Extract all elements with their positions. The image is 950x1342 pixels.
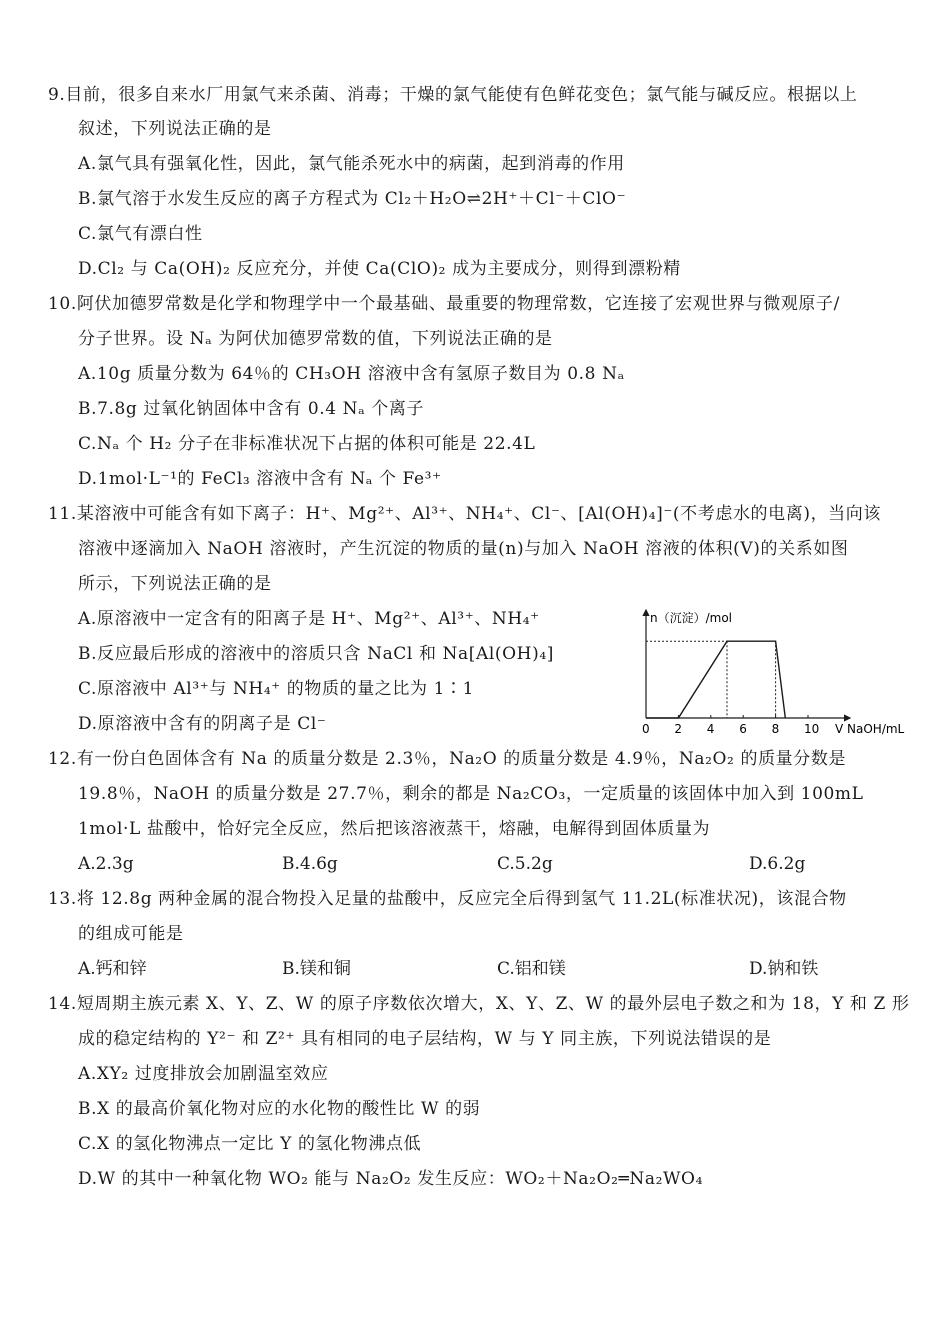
q11-option-c: C.原溶液中 Al³⁺与 NH₄⁺ 的物质的量之比为 1∶1 xyxy=(78,679,475,699)
precipitate-curve xyxy=(646,641,785,718)
q13-option-c: C.铝和镁 xyxy=(497,959,566,979)
q12-option-b: B.4.6g xyxy=(282,854,338,874)
q10-option-c: C.Nₐ 个 H₂ 分子在非标准状况下占据的体积可能是 22.4L xyxy=(78,434,536,454)
q9-option-b: B.氯气溶于水发生反应的离子方程式为 Cl₂＋H₂O⇌2H⁺＋Cl⁻＋ClO⁻ xyxy=(78,189,627,209)
y-axis-label: n（沉淀）/mol xyxy=(650,611,733,625)
q13-stem-line1: 13.将 12.8g 两种金属的混合物投入足量的盐酸中，反应完全后得到氢气 11.2L(标准状况)，该混合物 xyxy=(48,889,847,909)
q12-option-a: A.2.3g xyxy=(78,854,134,874)
q12-stem-line2: 19.8％，NaOH 的质量分数是 27.7％，剩余的都是 Na₂CO₃，一定质量的该固体中加入到 100mL xyxy=(78,784,864,804)
q12-stem-line1: 12.有一份白色固体含有 Na 的质量分数是 2.3％，Na₂O 的质量分数是 4.9％，Na₂O₂ 的质量分数是 xyxy=(48,749,847,769)
q13-option-a: A.钙和锌 xyxy=(78,959,147,979)
q9-option-d: D.Cl₂ 与 Ca(OH)₂ 反应充分，并使 Ca(ClO)₂ 成为主要成分，则得到漂粉精 xyxy=(78,259,681,279)
q14-option-d: D.W 的其中一种氧化物 WO₂ 能与 Na₂O₂ 发生反应：WO₂＋Na₂O₂═Na₂WO₄ xyxy=(78,1169,704,1189)
q10-stem-line1: 10.阿伏加德罗常数是化学和物理学中一个最基础、最重要的物理常数，它连接了宏观世界与微观原子/ xyxy=(48,294,840,314)
x-tick-label: 0 xyxy=(642,722,650,736)
q13-option-b: B.镁和铜 xyxy=(282,959,351,979)
x-tick-label: 2 xyxy=(674,722,683,736)
q12-option-c: C.5.2g xyxy=(497,854,553,874)
precipitate-graph xyxy=(630,600,930,745)
x-axis-label: V NaOH/mL xyxy=(835,722,905,736)
q9-option-a: A.氯气具有强氧化性，因此，氯气能杀死水中的病菌，起到消毒的作用 xyxy=(78,154,625,174)
q14-stem-line1: 14.短周期主族元素 X、Y、Z、W 的原子序数依次增大，X、Y、Z、W 的最外层电子数之和为 18，Y 和 Z 形 xyxy=(48,994,910,1014)
q14-stem-line2: 成的稳定结构的 Y²⁻ 和 Z²⁺ 具有相同的电子层结构，W 与 Y 同主族，下列说法错误的是 xyxy=(78,1029,772,1049)
q10-stem-line2: 分子世界。设 Nₐ 为阿伏加德罗常数的值，下列说法正确的是 xyxy=(78,329,553,349)
q12-option-d: D.6.2g xyxy=(749,854,806,874)
q13-option-d: D.钠和铁 xyxy=(749,959,819,979)
x-tick-label: 6 xyxy=(739,722,747,736)
x-tick-label: 4 xyxy=(706,722,715,736)
q14-option-c: C.X 的氢化物沸点一定比 Y 的氢化物沸点低 xyxy=(78,1134,422,1154)
q11-stem-line3: 所示，下列说法正确的是 xyxy=(78,574,272,594)
q9-option-c: C.氯气有漂白性 xyxy=(78,224,203,244)
q13-stem-line2: 的组成可能是 xyxy=(78,924,184,944)
x-tick-label: 10 xyxy=(804,722,820,736)
x-tick-label: 8 xyxy=(771,722,780,736)
q11-option-b: B.反应最后形成的溶液中的溶质只含 NaCl 和 Na[Al(OH)₄] xyxy=(78,644,554,664)
q10-option-b: B.7.8g 过氧化钠固体中含有 0.4 Nₐ 个离子 xyxy=(78,399,425,419)
q12-stem-line3: 1mol·L 盐酸中，恰好完全反应，然后把该溶液蒸干，熔融，电解得到固体质量为 xyxy=(78,819,711,839)
q11-option-d: D.原溶液中含有的阴离子是 Cl⁻ xyxy=(78,714,327,734)
q11-option-a: A.原溶液中一定含有的阳离子是 H⁺、Mg²⁺、Al³⁺、NH₄⁺ xyxy=(78,609,540,629)
q9-stem-line2: 叙述，下列说法正确的是 xyxy=(78,119,272,139)
q11-stem-line1: 11.某溶液中可能含有如下离子：H⁺、Mg²⁺、Al³⁺、NH₄⁺、Cl⁻、[Al(OH)₄]⁻(不考虑水的电离)，当向该 xyxy=(48,504,881,524)
q10-option-a: A.10g 质量分数为 64％的 CH₃OH 溶液中含有氢原子数目为 0.8 Nₐ xyxy=(78,364,625,384)
q14-option-b: B.X 的最高价氧化物对应的水化物的酸性比 W 的弱 xyxy=(78,1099,481,1119)
q11-stem-line2: 溶液中逐滴加入 NaOH 溶液时，产生沉淀的物质的量(n)与加入 NaOH 溶液的体积(V)的关系如图 xyxy=(78,539,849,559)
q10-option-d: D.1mol·L⁻¹的 FeCl₃ 溶液中含有 Nₐ 个 Fe³⁺ xyxy=(78,469,442,489)
q9-stem-line1: 9.目前，很多自来水厂用氯气来杀菌、消毒；干燥的氯气能使有色鲜花变色；氯气能与碱反应。根据以上 xyxy=(48,85,858,105)
q14-option-a: A.XY₂ 过度排放会加剧温室效应 xyxy=(78,1064,329,1084)
